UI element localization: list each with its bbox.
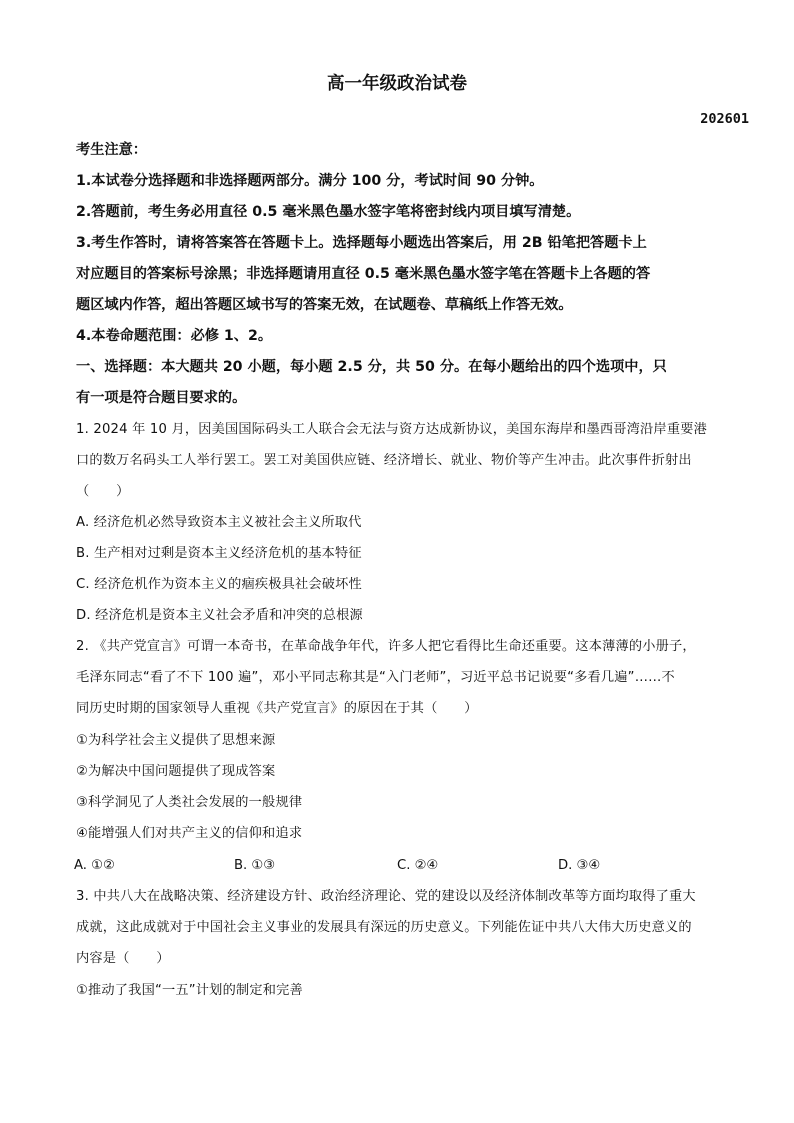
notice-item-3-line-1: 3.考生作答时，请将答案答在答题卡上。选择题每小题选出答案后，用 2B 铅笔把答题卡上 [76, 235, 647, 251]
question-2-option-b[interactable]: B. ①③ [234, 858, 276, 873]
question-3-stem-line-3: 内容是（ ） [76, 951, 170, 966]
question-1-stem-line-2: 口的数万名码头工人举行罢工。罢工对美国供应链、经济增长、就业、物价等产生冲击。此次事件折射出 [76, 453, 692, 468]
notice-item-1: 1.本试卷分选择题和非选择题两部分。满分 100 分，考试时间 90 分钟。 [76, 173, 544, 189]
question-2-statement-2: ②为解决中国问题提供了现成答案 [76, 764, 276, 779]
question-2-option-d[interactable]: D. ③④ [558, 858, 601, 873]
question-3-stem-line-2: 成就，这此成就对于中国社会主义事业的发展具有深远的历史意义。下列能佐证中共八大伟大历史意义的 [76, 920, 692, 935]
question-2-statement-4: ④能增强人们对共产主义的信仰和追求 [76, 826, 303, 841]
exam-title: 高一年级政治试卷 [327, 74, 467, 94]
notice-item-2: 2.答题前，考生务必用直径 0.5 毫米黑色墨水签字笔将密封线内项目填写清楚。 [76, 204, 581, 220]
notice-item-4: 4.本卷命题范围：必修 1、2。 [76, 328, 273, 344]
question-2-statement-3: ③科学洞见了人类社会发展的一般规律 [76, 795, 303, 810]
question-1-stem-line-3: （ ） [76, 484, 130, 499]
question-2-option-a[interactable]: A. ①② [74, 858, 115, 873]
question-2-stem-line-1: 2. 《共产党宣言》可谓一本奇书，在革命战争年代，许多人把它看得比生命还重要。这本薄薄的小册子， [76, 639, 696, 654]
notice-item-3-line-3: 题区域内作答，超出答题区域书写的答案无效，在试题卷、草稿纸上作答无效。 [76, 297, 573, 313]
question-1-stem-line-1: 1. 2024 年 10 月，因美国国际码头工人联合会无法与资方达成新协议，美国东海岸和墨西哥湾沿岸重要港 [76, 422, 707, 437]
question-1-option-c[interactable]: C. 经济危机作为资本主义的痼疾极具社会破坏性 [76, 577, 362, 592]
question-1-option-a[interactable]: A. 经济危机必然导致资本主义被社会主义所取代 [76, 515, 362, 530]
notice-heading: 考生注意： [76, 142, 147, 158]
section-heading-line-2: 有一项是符合题目要求的。 [76, 390, 247, 406]
question-3-stem-line-1: 3. 中共八大在战略决策、经济建设方针、政治经济理论、党的建设以及经济体制改革等方面均取得了重大 [76, 889, 696, 904]
question-2-option-c[interactable]: C. ②④ [397, 858, 439, 873]
section-heading-line-1: 一、选择题：本大题共 20 小题，每小题 2.5 分，共 50 分。在每小题给出的四个选项中，只 [76, 359, 667, 375]
question-2-stem-line-2: 毛泽东同志“看了不下 100 遍”，邓小平同志称其是“入门老师”，习近平总书记说要“多看几遍”……不 [76, 670, 675, 685]
question-1-option-b[interactable]: B. 生产相对过剩是资本主义经济危机的基本特征 [76, 546, 362, 561]
question-1-option-d[interactable]: D. 经济危机是资本主义社会矛盾和冲突的总根源 [76, 608, 363, 623]
exam-code: 202601 [700, 111, 749, 127]
question-2-stem-line-3: 同历史时期的国家领导人重视《共产党宣言》的原因在于其（ ） [76, 701, 478, 716]
question-2-statement-1: ①为科学社会主义提供了思想来源 [76, 733, 276, 748]
question-3-statement-1: ①推动了我国“一五”计划的制定和完善 [76, 983, 303, 998]
notice-item-3-line-2: 对应题目的答案标号涂黑；非选择题请用直径 0.5 毫米黑色墨水签字笔在答题卡上各题的答 [76, 266, 651, 282]
